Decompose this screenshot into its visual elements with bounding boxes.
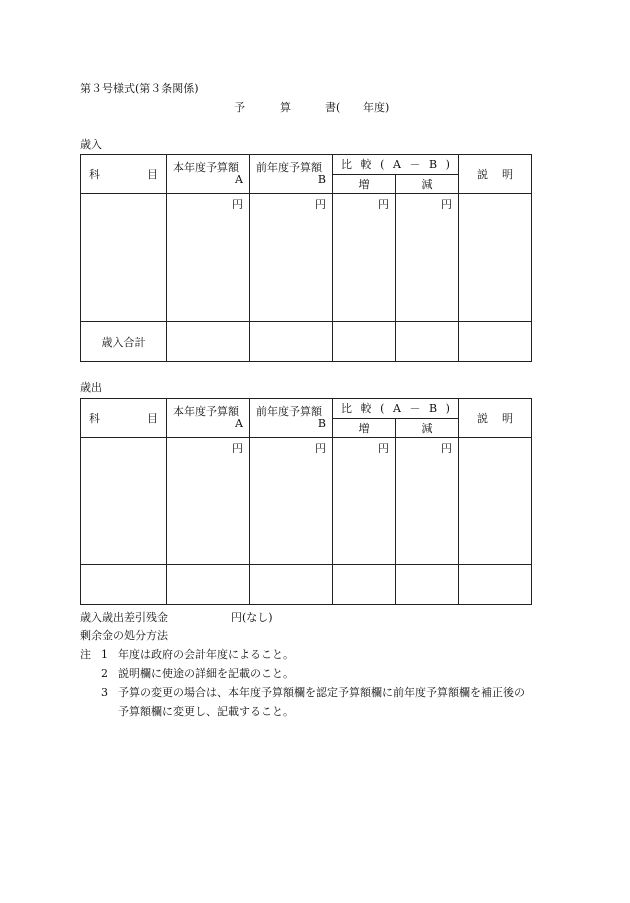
comparison-char: (: [380, 157, 385, 171]
current-budget-mark: A: [235, 173, 243, 186]
current-budget-mark: A: [235, 417, 243, 430]
unit-yen: 円: [378, 198, 389, 211]
subject-header-1: 科: [89, 168, 100, 181]
current-budget-header: [167, 399, 250, 438]
comparison-char: ): [445, 401, 450, 415]
comparison-header: [333, 155, 459, 175]
form-label: 第３号様式(第３条関係): [80, 82, 199, 95]
previous-budget-header: [250, 155, 333, 194]
unit-yen: 円: [315, 442, 326, 455]
total-cell: [167, 322, 250, 362]
revenue-table: [80, 154, 532, 362]
decrease-cell: [396, 438, 459, 565]
subject-header-1: 科: [89, 412, 100, 425]
total-cell: [396, 565, 459, 605]
subject-cell: [81, 438, 167, 565]
comparison-header: [333, 399, 459, 419]
comparison-char: －: [409, 158, 421, 171]
explanation-header-2: 明: [502, 412, 513, 425]
comparison-char: B: [428, 401, 438, 415]
revenue-section-label: 歳入: [80, 138, 102, 151]
increase-header: 増: [333, 419, 396, 438]
note-text: 予算の変更の場合は、本年度予算額欄を認定予算額欄に前年度予算額欄を補正後の: [118, 686, 525, 699]
note-continuation: 予算額欄に変更し、記載すること。: [118, 705, 294, 718]
current-budget-label: 本年度予算額: [173, 405, 239, 418]
expenditure-section-label: 歳出: [80, 381, 102, 394]
unit-yen: 円: [378, 442, 389, 455]
subject-header-2: 目: [147, 412, 158, 425]
previous-budget-mark: B: [317, 417, 326, 430]
comparison-char: －: [409, 402, 421, 415]
total-cell: [81, 565, 167, 605]
balance-label: 歳入歳出差引残金: [80, 611, 168, 624]
comparison-char: 比: [341, 158, 352, 171]
total-cell: [459, 565, 532, 605]
increase-header: 増: [333, 175, 396, 194]
comparison-char: ): [445, 157, 450, 171]
notes-prefix: 注: [80, 648, 91, 661]
previous-budget-cell: [250, 194, 333, 322]
subject-header: [81, 399, 167, 438]
revenue-total-label: 歳入合計: [81, 322, 167, 362]
comparison-char: B: [428, 157, 438, 171]
explanation-cell: [459, 194, 532, 322]
comparison-char: A: [392, 157, 401, 171]
decrease-header: 減: [396, 419, 459, 438]
explanation-cell: [459, 438, 532, 565]
note-text: 年度は政府の会計年度によること。: [118, 648, 294, 661]
explanation-header-2: 明: [502, 168, 513, 181]
increase-cell: [333, 194, 396, 322]
total-cell: [333, 565, 396, 605]
total-cell: [250, 565, 333, 605]
unit-yen: 円: [441, 198, 452, 211]
explanation-header: [459, 399, 532, 438]
decrease-header: 減: [396, 175, 459, 194]
comparison-char: A: [392, 401, 401, 415]
previous-budget-header: [250, 399, 333, 438]
current-budget-header: [167, 155, 250, 194]
explanation-header-1: 説: [477, 168, 488, 181]
total-cell: [167, 565, 250, 605]
current-budget-cell: [167, 194, 250, 322]
total-cell: [396, 322, 459, 362]
decrease-cell: [396, 194, 459, 322]
surplus-label: 剰余金の処分方法: [80, 629, 168, 642]
balance-value: 円(なし): [231, 611, 273, 624]
note-number: 2: [101, 667, 108, 680]
title-char-2: 算: [280, 101, 291, 114]
current-budget-cell: [167, 438, 250, 565]
comparison-char: 比: [341, 402, 352, 415]
expenditure-table: [80, 398, 532, 605]
total-cell: [459, 322, 532, 362]
previous-budget-label: 前年度予算額: [256, 161, 322, 174]
explanation-header-1: 説: [477, 412, 488, 425]
previous-budget-cell: [250, 438, 333, 565]
comparison-char: 較: [360, 402, 372, 415]
current-budget-label: 本年度予算額: [173, 161, 239, 174]
note-text: 説明欄に使途の詳細を記載のこと。: [118, 667, 294, 680]
unit-yen: 円: [315, 198, 326, 211]
title-year-suffix: 年度): [363, 101, 390, 114]
comparison-char: 較: [360, 158, 372, 171]
total-cell: [250, 322, 333, 362]
title-char-3: 書(: [325, 101, 341, 114]
subject-header-2: 目: [147, 168, 158, 181]
total-cell: [333, 322, 396, 362]
unit-yen: 円: [441, 442, 452, 455]
note-number: 1: [101, 648, 108, 661]
note-number: 3: [101, 686, 108, 699]
subject-header: [81, 155, 167, 194]
title-char-1: 予: [234, 101, 245, 114]
previous-budget-mark: B: [317, 173, 326, 186]
increase-cell: [333, 438, 396, 565]
unit-yen: 円: [232, 198, 243, 211]
subject-cell: [81, 194, 167, 322]
comparison-char: (: [380, 401, 385, 415]
explanation-header: [459, 155, 532, 194]
unit-yen: 円: [232, 442, 243, 455]
previous-budget-label: 前年度予算額: [256, 405, 322, 418]
